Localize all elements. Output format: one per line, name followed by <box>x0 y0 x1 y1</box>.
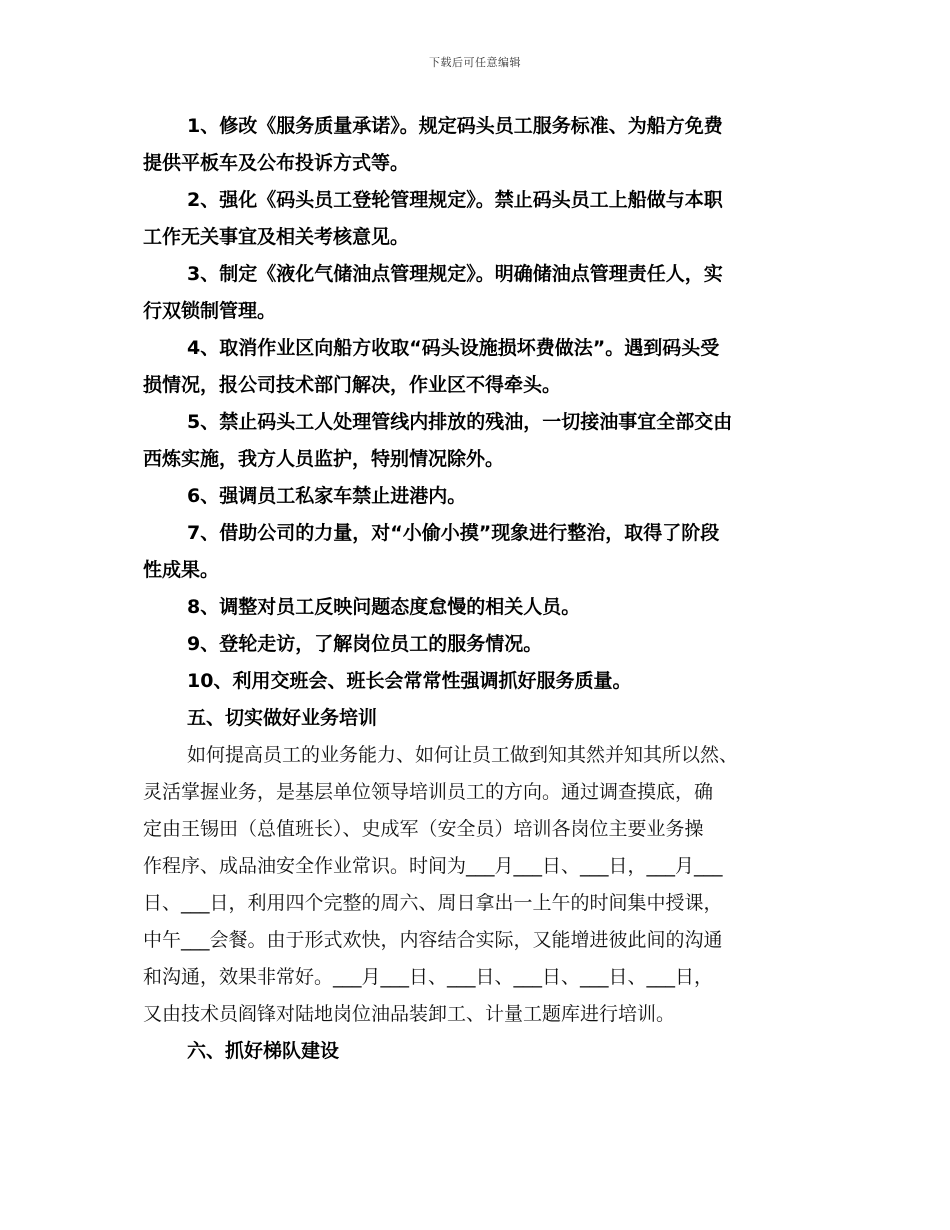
measure-line: 工作无关事宜及相关考核意见。 <box>143 226 410 248</box>
measure-line: 10、利用交班会、班长会常常性强调抓好服务质量。 <box>187 670 632 692</box>
paragraph-line: 和沟通，效果非常好。___月___日、___日、___日、___日、___日， <box>143 966 714 988</box>
measure-line: 1、修改《服务质量承诺》。规定码头员工服务标准、为船方免费 <box>187 115 723 137</box>
measure-item-6 <box>143 478 813 515</box>
measure-line: 6、强调员工私家车禁止进港内。 <box>187 485 467 507</box>
measure-item-2 <box>143 182 813 256</box>
header-note: 下载后可任意编辑 <box>429 56 521 69</box>
measure-line: 7、借助公司的力量，对“小偷小摸”现象进行整治，取得了阶段 <box>187 522 720 544</box>
measure-item-5 <box>143 404 813 478</box>
measure-line: 损情况，报公司技术部门解决，作业区不得牵头。 <box>143 374 562 396</box>
measure-line: 8、调整对员工反映问题态度怠慢的相关人员。 <box>187 596 581 618</box>
measure-line: 西炼实施，我方人员监护，特别情况除外。 <box>143 448 505 470</box>
paragraph-line: 如何提高员工的业务能力、如何让员工做到知其然并知其所以然、 <box>187 744 739 766</box>
paragraph-line: 作程序、成品油安全作业常识。时间为___月___日、___日，___月___ <box>143 855 723 877</box>
measure-item-3 <box>143 256 813 330</box>
paragraph-line: 中午___会餐。由于形式欢快，内容结合实际，又能增进彼此间的沟通 <box>143 929 723 951</box>
document-body <box>143 108 813 1070</box>
section-six-heading: 六、抓好梯队建设 <box>187 1040 340 1062</box>
measure-line: 2、强化《码头员工登轮管理规定》。禁止码头员工上船做与本职 <box>187 189 723 211</box>
measure-line: 5、禁止码头工人处理管线内排放的残油，一切接油事宜全部交由 <box>187 411 733 433</box>
measure-line: 9、登轮走访，了解岗位员工的服务情况。 <box>187 633 543 655</box>
measure-item-8 <box>143 589 813 626</box>
section-five-paragraph <box>143 737 813 1033</box>
measure-line: 提供平板车及公布投诉方式等。 <box>143 152 410 174</box>
measure-item-9 <box>143 626 813 663</box>
measure-item-4 <box>143 330 813 404</box>
measure-line: 性成果。 <box>143 559 220 581</box>
paragraph-line: 又由技术员阎锋对陆地岗位油品装卸工、计量工题库进行培训。 <box>143 1003 676 1025</box>
measure-line: 行双锁制管理。 <box>143 300 277 322</box>
measure-item-10 <box>143 663 813 700</box>
measure-line: 3、制定《液化气储油点管理规定》。明确储油点管理责任人，实 <box>187 263 723 285</box>
measure-line: 4、取消作业区向船方收取“码头设施损坏费做法”。遇到码头受 <box>187 337 720 359</box>
paragraph-line: 定由王锡田（总值班长）、史成军（安全员）培训各岗位主要业务操 <box>143 818 704 840</box>
paragraph-line: 日、___日，利用四个完整的周六、周日拿出一上午的时间集中授课， <box>143 892 723 914</box>
paragraph-line: 灵活掌握业务，是基层单位领导培训员工的方向。通过调查摸底，确 <box>143 781 714 803</box>
measure-item-1 <box>143 108 813 182</box>
section-five-heading: 五、切实做好业务培训 <box>187 707 378 729</box>
measure-item-7 <box>143 515 813 589</box>
